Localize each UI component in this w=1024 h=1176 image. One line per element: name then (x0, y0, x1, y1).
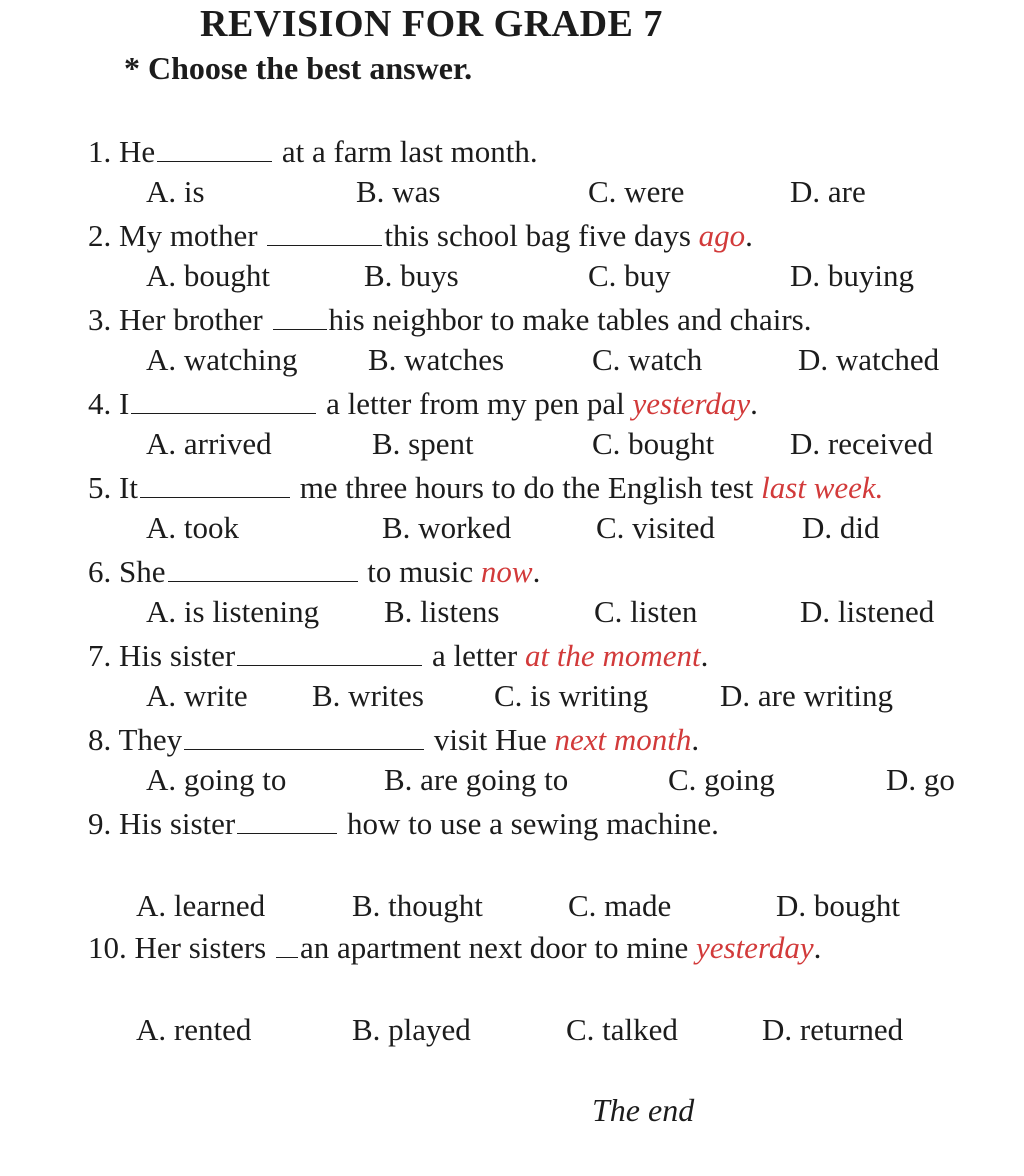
answer-blank (131, 387, 316, 414)
option-b: B. played (352, 1012, 471, 1047)
option-a: A. watching (146, 342, 298, 377)
time-expression: last week. (761, 470, 884, 505)
question-number: 7. (88, 638, 112, 673)
option-a: A. write (146, 678, 248, 713)
option-c: C. talked (566, 1012, 678, 1047)
question-number: 5. (88, 470, 112, 505)
question-text-after: to music (367, 554, 481, 589)
option-c: C. were (588, 174, 685, 209)
question-number: 10. (88, 930, 127, 965)
option-d: D. are (790, 174, 866, 209)
option-c: C. listen (594, 594, 698, 629)
question-9 (88, 806, 719, 842)
option-c: C. bought (592, 426, 715, 461)
question-text-end: . (700, 638, 709, 673)
question-text-after: a letter (432, 638, 525, 673)
option-d: D. go (886, 762, 955, 797)
question-1 (88, 134, 538, 170)
question-number: 6. (88, 554, 112, 589)
question-6 (88, 554, 540, 590)
question-number: 9. (88, 806, 112, 841)
time-expression: ago (698, 218, 746, 253)
answer-blank (168, 555, 358, 582)
option-a: A. took (146, 510, 239, 545)
option-d: D. watched (798, 342, 940, 377)
question-text-before: I (119, 386, 130, 421)
question-text-before: My mother (119, 218, 258, 253)
question-text-after: how to use a sewing machine. (347, 806, 719, 841)
question-7 (88, 638, 708, 674)
question-text-after: visit Hue (433, 722, 555, 757)
option-b: B. buys (364, 258, 459, 293)
option-a: A. learned (136, 888, 266, 923)
option-d: D. are writing (720, 678, 894, 713)
question-text-end: . (745, 218, 753, 253)
option-c: C. visited (596, 510, 715, 545)
question-text-after: me three hours to do the English test (299, 470, 762, 505)
question-text-after: an apartment next door to mine (299, 930, 696, 965)
answer-blank (184, 723, 424, 750)
question-text-after: at a farm last month. (281, 134, 538, 169)
question-number: 4. (88, 386, 112, 421)
option-b: B. thought (352, 888, 483, 923)
question-number: 1. (88, 134, 112, 169)
question-text-before: His sister (119, 806, 236, 841)
question-number: 2. (88, 218, 112, 253)
question-text-end: . (750, 386, 758, 421)
question-text-end: . (691, 722, 700, 757)
question-2 (88, 218, 753, 254)
question-4 (88, 386, 758, 422)
option-a: A. is (146, 174, 205, 209)
question-text-before: Her brother (119, 302, 263, 337)
question-3 (88, 302, 811, 338)
option-d: D. returned (762, 1012, 904, 1047)
option-c: C. going (668, 762, 775, 797)
question-8 (88, 722, 699, 758)
question-text-before: She (119, 554, 166, 589)
question-text-end: . (532, 554, 541, 589)
question-number: 3. (88, 302, 112, 337)
option-c: C. made (568, 888, 672, 923)
answer-blank (157, 135, 272, 162)
question-text-after: his neighbor to make tables and chairs. (328, 302, 812, 337)
answer-blank (273, 303, 327, 330)
option-c: C. buy (588, 258, 671, 293)
option-a: A. bought (146, 258, 270, 293)
option-b: B. listens (384, 594, 500, 629)
page-title: REVISION FOR GRADE 7 (200, 3, 663, 45)
option-b: B. was (356, 174, 441, 209)
question-text-before: Her sisters (134, 930, 267, 965)
question-5 (88, 470, 883, 506)
option-d: D. bought (776, 888, 900, 923)
question-text-end: . (813, 930, 822, 965)
answer-blank (140, 471, 290, 498)
option-b: B. are going to (384, 762, 569, 797)
option-a: A. rented (136, 1012, 252, 1047)
option-a: A. going to (146, 762, 287, 797)
option-b: B. worked (382, 510, 512, 545)
option-a: A. is listening (146, 594, 320, 629)
option-b: B. spent (372, 426, 474, 461)
answer-blank (237, 639, 422, 666)
time-expression: at the moment (524, 638, 701, 673)
footer-the-end: The end (592, 1092, 695, 1128)
option-b: B. writes (312, 678, 424, 713)
question-text-before: His sister (119, 638, 236, 673)
question-text-before: It (119, 470, 138, 505)
answer-blank (237, 807, 337, 834)
time-expression: yesterday (632, 386, 751, 421)
option-c: C. is writing (494, 678, 649, 713)
option-d: D. received (790, 426, 933, 461)
option-d: D. listened (800, 594, 935, 629)
option-a: A. arrived (146, 426, 272, 461)
instruction: * Choose the best answer. (124, 50, 473, 86)
answer-blank (267, 219, 382, 246)
question-text-after: this school bag five days (384, 218, 699, 253)
question-text-before: They (118, 722, 183, 757)
question-text-before: He (119, 134, 156, 169)
time-expression: now (480, 554, 533, 589)
option-d: D. buying (790, 258, 914, 293)
option-b: B. watches (368, 342, 505, 377)
question-text-after: a letter from my pen pal (326, 386, 633, 421)
time-expression: yesterday (695, 930, 814, 965)
option-c: C. watch (592, 342, 703, 377)
question-10 (88, 930, 821, 966)
answer-blank (276, 931, 298, 958)
question-number: 8. (88, 722, 112, 757)
time-expression: next month (554, 722, 692, 757)
option-d: D. did (802, 510, 880, 545)
